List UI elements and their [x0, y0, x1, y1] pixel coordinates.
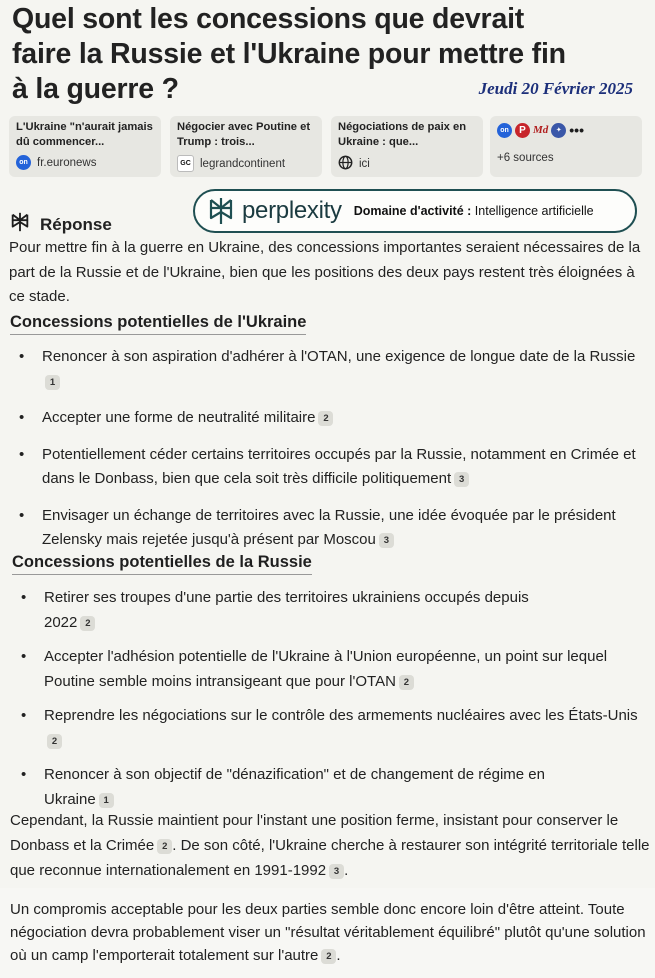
list-item — [12, 763, 642, 812]
source-title: Négociations de paix en Ukraine : que... — [338, 121, 467, 148]
source-title: Négocier avec Poutine et Trump : trois... — [177, 121, 311, 148]
list-item — [10, 504, 640, 553]
source-card-more[interactable] — [490, 116, 642, 177]
ukraine-heading: Concessions potentielles de l'Ukraine — [10, 313, 306, 335]
item-text: Renoncer à son aspiration d'adhérer à l'OTAN, une exigence de longue date de la Russie — [42, 348, 636, 365]
closing-paragraph — [10, 808, 650, 883]
item-text: Retirer ses troupes d'une partie des territoires ukrainiens occupés depuis 2022 — [44, 589, 529, 631]
sources-row — [9, 116, 649, 178]
euronews-icon: on — [497, 123, 512, 138]
item-text: Accepter l'adhésion potentielle de l'Ukraine à l'Union européenne, un point sur lequel Poutine semble moins intransigeant que pour l'OTAN — [44, 648, 608, 690]
closing-text: . — [344, 862, 349, 879]
citation-badge[interactable]: 3 — [454, 472, 469, 487]
item-text: Potentiellement céder certains territoires occupés par la Russie, notamment en Crimée et dans le Donbass, bien que cela soit très difficile politiquement — [42, 445, 636, 487]
list-item — [10, 443, 640, 492]
conclusion-text: . — [336, 947, 341, 964]
perplexity-banner — [193, 189, 637, 233]
source-site: fr.euronews — [37, 156, 97, 169]
source-site: ici — [359, 158, 370, 170]
citation-badge[interactable]: 3 — [329, 864, 344, 879]
md-logo-icon: Md — [533, 124, 549, 136]
closing-text: Cependant, la Russie maintient pour l'instant une position ferme, insistant pour conserver le Donbass et la Crimée — [10, 812, 619, 854]
answer-header — [9, 211, 112, 238]
citation-badge[interactable]: 2 — [399, 675, 414, 690]
closing-text: . De son côté, l'Ukraine cherche à restaurer son intégrité territoriale telle que reconnue internationalement en 1991-1992 — [10, 837, 650, 879]
source-card-ici[interactable] — [331, 116, 483, 177]
list-item — [12, 645, 642, 694]
list-item — [10, 406, 640, 431]
item-text: Envisager un échange de territoires avec la Russie, une idée évoquée par le président Zelensky mais rejetée jusqu'à présent par Moscou — [42, 506, 616, 548]
domain-info — [354, 204, 594, 218]
item-text: Reprendre les négociations sur le contrôle des armements nucléaires avec les États-Unis — [44, 707, 638, 724]
list-item — [10, 345, 640, 394]
list-item — [12, 704, 642, 753]
intro-paragraph: Pour mettre fin à la guerre en Ukraine, des concessions importantes seraient nécessaires de la part de la Russie et de l'Ukraine, bien que les positions des deux pays restent très éloignées à ce stade. — [9, 239, 641, 305]
domain-label: Domaine d'activité : — [353, 204, 472, 218]
date-stamp: Jeudi 20 Février 2025 — [478, 79, 633, 98]
source-card-legrandcontinent[interactable] — [170, 116, 322, 177]
citation-badge[interactable]: 2 — [80, 616, 95, 631]
conclusion-paragraph — [10, 898, 650, 967]
globe-icon — [338, 155, 353, 173]
list-item — [12, 586, 642, 635]
source-card-euronews[interactable] — [9, 116, 161, 177]
citation-badge[interactable]: 1 — [45, 375, 60, 390]
conclusion-text: Un compromis acceptable pour les deux parties semble donc encore loin d'être atteint. Toute négociation devra probablement viser un "résultat véritablement équilibré" plutôt qu'une solution où un camp l'emporterait totalement sur l'autre — [10, 901, 646, 964]
perplexity-wordmark: perplexity — [242, 197, 342, 224]
source-site: legrandcontinent — [200, 157, 286, 170]
ukraine-list — [10, 345, 640, 553]
source-count: +6 sources — [497, 152, 554, 164]
legrandcontinent-icon: GC — [177, 155, 194, 172]
citation-badge[interactable]: 2 — [157, 839, 172, 854]
russia-heading: Concessions potentielles de la Russie — [12, 553, 312, 575]
euronews-icon: on — [16, 155, 31, 170]
citation-badge[interactable]: 2 — [47, 734, 62, 749]
citation-badge[interactable]: 1 — [99, 793, 114, 808]
p-logo-icon: P — [515, 123, 530, 138]
citation-badge[interactable]: 2 — [318, 411, 333, 426]
domain-value: Intelligence artificielle — [474, 204, 594, 218]
citation-badge[interactable]: 2 — [321, 949, 336, 964]
russia-list — [12, 586, 642, 812]
more-sources-icons — [497, 120, 635, 140]
answer-label: Réponse — [40, 214, 112, 234]
page-title: Quel sont les concessions que devrait faire la Russie et l'Ukraine pour mettre fin à la guerre ? — [12, 3, 566, 105]
citation-badge[interactable]: 3 — [379, 533, 394, 548]
perplexity-logo-icon — [204, 196, 238, 226]
emblem-icon: ✦ — [551, 123, 566, 138]
item-text: Accepter une forme de neutralité militaire — [42, 409, 316, 426]
item-text: Renoncer à son objectif de "dénazification" et de changement de régime en Ukraine — [44, 766, 545, 808]
perplexity-answer-icon — [9, 211, 31, 238]
more-dots-icon: ••• — [569, 122, 584, 138]
source-title: L'Ukraine "n'aurait jamais dû commencer... — [16, 121, 153, 148]
